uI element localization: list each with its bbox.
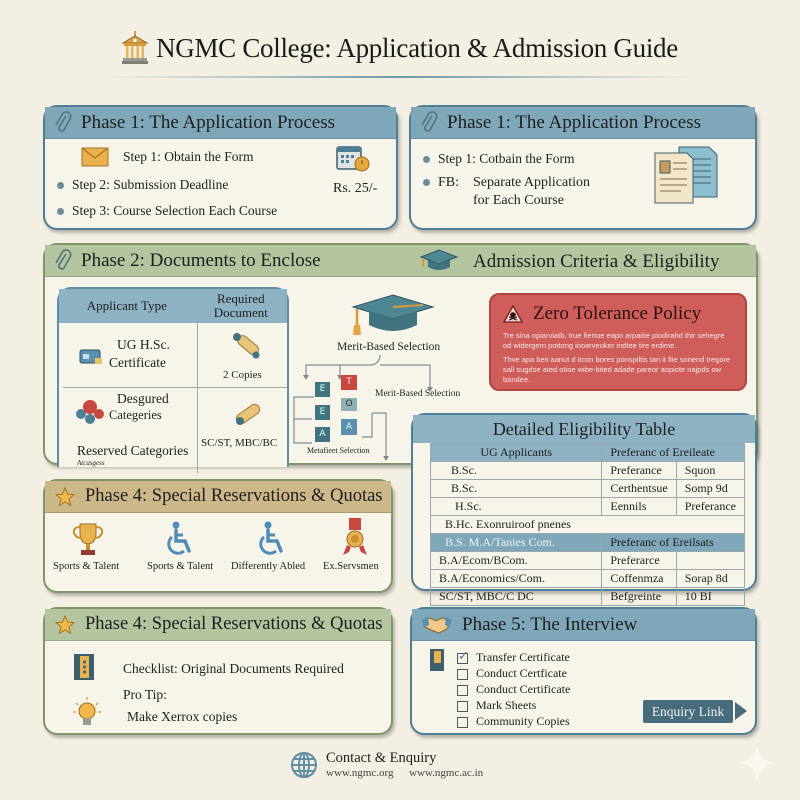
sparkle-icon (738, 744, 776, 782)
footer (290, 750, 483, 779)
globe-icon (290, 751, 318, 779)
page-title: NGMC College: Application & Admission Guide (156, 32, 678, 63)
row2-document: SC/ST, MBC/BC (201, 437, 278, 449)
checklist-label: Transfer Certificate (476, 650, 570, 664)
flow-box-e1: E (315, 382, 330, 397)
paperclip-icon (55, 111, 71, 135)
checklist-text: Checklist: Original Documents Required (123, 661, 344, 676)
table-row (431, 552, 745, 570)
cell: B.Sc. (431, 462, 602, 480)
table-row (431, 462, 745, 480)
checklist-label: Conduct Certficate (476, 666, 567, 680)
merit-label-bottom: Metafieet Selection (307, 446, 370, 455)
col-applicant-type: Applicant Type (86, 298, 167, 313)
row1-document: 2 Copies (223, 369, 262, 381)
star-icon (55, 487, 75, 507)
warning-skull-icon (503, 305, 523, 323)
row2-type-line2: Categeries (109, 408, 162, 422)
table-row-highlight (431, 534, 745, 552)
checklist-item-marksheets[interactable] (457, 698, 536, 713)
phase1-left-card (43, 105, 398, 230)
scroll-icon (231, 399, 265, 431)
nb-label: FB: (423, 175, 459, 191)
checklist-label: Conduct Certificate (476, 682, 571, 696)
checkbox[interactable] (457, 701, 468, 712)
row3-type: Reserved Categories (77, 443, 189, 458)
checkbox[interactable] (457, 717, 468, 728)
graduation-cap-icon (351, 293, 435, 339)
step2-text: Step 2: Submission Deadline (57, 177, 228, 193)
quota-label-2: Sports & Talent (147, 561, 214, 572)
row1-type-line2: Certificate (109, 355, 166, 370)
checklist-document-icon (73, 653, 97, 681)
checkbox-checked[interactable] (457, 653, 468, 664)
nb-line1: Separate Application (473, 175, 591, 190)
college-building-icon (122, 31, 148, 65)
phase5-header (412, 609, 755, 641)
flow-box-a2: A (341, 419, 357, 435)
eligibility-title: Detailed Eligibility Table (413, 415, 755, 443)
phase5-card (410, 607, 757, 735)
people-group-icon (75, 397, 105, 425)
paperclip-icon (421, 111, 437, 135)
checklist-item-conduct-2[interactable] (457, 682, 570, 697)
flow-box-o: O (341, 398, 357, 411)
cell: B.Sc. (431, 480, 602, 498)
table-row (431, 516, 745, 534)
cell: Preferarce (602, 552, 676, 570)
eligibility-header-row (431, 444, 745, 462)
cell: Sorap 8d (676, 570, 744, 588)
calendar-clock-icon (335, 143, 371, 173)
flow-box-a1: A (315, 427, 330, 442)
step3-text: Step 3: Course Selection Each Course (57, 203, 277, 219)
phase4-quotas-title: Phase 4: Special Reservations & Quotas (85, 486, 383, 506)
col-required-line2: Document (213, 305, 268, 320)
wheelchair-icon (255, 521, 287, 557)
cell: Befgreinte (602, 588, 676, 606)
checkbox[interactable] (457, 669, 468, 680)
phase4-quotas-header (45, 481, 391, 513)
quota-label-4: Ex.Servsmen (323, 561, 379, 572)
phase2-title: Phase 2: Documents to Enclose (81, 249, 321, 271)
scroll-icon (229, 331, 263, 363)
row1-type-line1: UG H.Sc. (117, 337, 170, 352)
cell: B.S. M.A/Tanies Com. (431, 534, 602, 552)
trophy-icon (71, 521, 105, 557)
checklist-label: Mark Sheets (476, 698, 537, 712)
quota-label-3: Differently Abled (231, 561, 306, 572)
phase4-checklist-card (43, 607, 393, 735)
cell: Coffenmza (602, 570, 676, 588)
phase1-right-card (409, 105, 757, 230)
checklist-document-icon (430, 649, 446, 671)
cell: Somp 9d (676, 480, 744, 498)
paperclip-icon (55, 249, 71, 273)
phase1-right-title: Phase 1: The Application Process (447, 111, 702, 133)
cell: 10 BI (676, 588, 744, 606)
lightbulb-icon (73, 697, 101, 729)
phase1-left-header (45, 107, 396, 139)
application-fee: Rs. 25/- (333, 181, 378, 196)
envelope-icon (81, 147, 109, 167)
checklist-label: Community Copies (476, 714, 570, 728)
step1-text: Step 1: Obtain the Form (123, 149, 254, 164)
docs-divider-horizontal (63, 387, 287, 388)
cell: Preferance (602, 462, 676, 480)
graduation-cap-icon (419, 249, 459, 273)
table-row (431, 588, 745, 606)
table-row (431, 498, 745, 516)
flow-box-e2: E (315, 405, 330, 420)
zero-tolerance-title: Zero Tolerance Policy (533, 303, 702, 324)
zero-tolerance-para2: Thve apa beit aanut d ticon bores ponspiltis tan it fiie sonend tregore sall sugdse ated otioe wibe-bited adade pareor aopiote najpds ow bandee. (503, 355, 731, 384)
protip-text: Make Xerrox copies (127, 709, 238, 724)
phase4-checklist-title: Phase 4: Special Reservations & Quotas (85, 614, 383, 634)
cell: H.Sc. (431, 498, 602, 516)
zero-tolerance-para1: Tre sina opiarviatb, true fiertoe eapo arpaitie piodirahd thir sehegre od widergem pottong inoarveoker indtee tire erdime. (503, 331, 725, 350)
header-ug-applicants: UG Applicants (431, 444, 602, 462)
table-row (431, 480, 745, 498)
checklist-item-community[interactable] (457, 714, 570, 729)
cell: B.Hc. Exonruiroof pnenes (431, 516, 745, 534)
cell: SC/ST, MBC/C DC (431, 588, 602, 606)
phase1-right-header (411, 107, 755, 139)
documents-icon (651, 145, 721, 205)
protip-label: Pro Tip: (123, 687, 167, 702)
row2-type-line1: Desgured (117, 391, 169, 406)
nb-line2: for Each Course (473, 193, 564, 208)
enquiry-link-button[interactable]: Enquiry Link (643, 700, 733, 723)
medal-icon (341, 517, 369, 557)
title-divider (108, 76, 693, 78)
merit-label-top: Merit-Based Selection (337, 341, 441, 353)
wheelchair-icon (163, 521, 195, 557)
website-link-acin[interactable]: www.ngmc.ac.in (409, 767, 484, 779)
checklist-item-conduct-1[interactable] (457, 666, 567, 681)
step1-alt-text: Step 1: Cotbain the Form (423, 151, 575, 167)
row3-subtext: Atcasgess (77, 459, 105, 467)
phase4-checklist-header (45, 609, 391, 641)
phase1-left-title: Phase 1: The Application Process (81, 111, 336, 133)
website-link-org[interactable]: www.ngmc.org (326, 767, 394, 779)
cell: Preferanc of Ereilsats (602, 534, 745, 552)
col-required-line1: Required (216, 291, 265, 306)
checklist-item-transfer[interactable] (457, 650, 570, 665)
phase5-title: Phase 5: The Interview (462, 613, 638, 635)
handshake-icon (422, 615, 452, 635)
id-card-icon (79, 349, 103, 365)
docs-divider-vertical (197, 323, 198, 473)
zero-tolerance-alert (489, 293, 747, 391)
footer-title: Contact & Enquiry (326, 750, 437, 766)
eligibility-card (411, 413, 757, 603)
cell: Certhentsue (602, 480, 676, 498)
cell: Eennils (602, 498, 676, 516)
quota-label-1: Sports & Talent (53, 561, 120, 572)
header-preference: Preferanc of Ereileate (602, 444, 745, 462)
cell (676, 552, 744, 570)
documents-table (57, 287, 289, 467)
table-row (431, 570, 745, 588)
cell: B.A/Ecom/BCom. (431, 552, 602, 570)
criteria-title: Admission Criteria & Eligibility (473, 251, 720, 272)
cell: B.A/Economics/Com. (431, 570, 602, 588)
phase4-quotas-card (43, 479, 393, 593)
documents-table-header (59, 289, 287, 323)
merit-label-side: Merit-Based Selection (375, 389, 461, 399)
cell: Preferance (676, 498, 744, 516)
page-header (0, 28, 800, 68)
phase2-header (45, 245, 756, 277)
cell: Squon (676, 462, 744, 480)
checkbox[interactable] (457, 685, 468, 696)
star-icon (55, 615, 75, 635)
col-required-document (195, 289, 287, 323)
eligibility-table (430, 443, 745, 606)
flow-box-t: T (341, 375, 357, 390)
